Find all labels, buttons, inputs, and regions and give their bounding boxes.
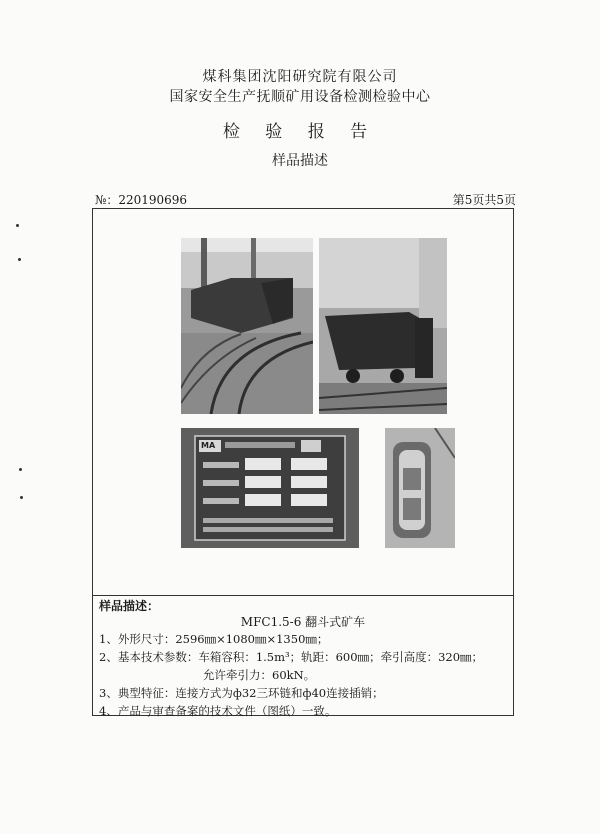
spec-traction-force: 允许牵引力：60kN。 <box>203 668 316 682</box>
photo-minecart-side <box>319 238 447 414</box>
scan-speck <box>18 258 21 261</box>
scan-speck <box>16 224 19 227</box>
photo-coupling-pin <box>385 428 455 548</box>
section-title: 样品描述 <box>272 153 328 169</box>
center-name: 国家安全生产抚顺矿用设备检测检验中心 <box>169 89 431 105</box>
sample-frame <box>92 208 514 716</box>
scan-speck <box>20 496 23 499</box>
org-name: 煤科集团沈阳研究院有限公司 <box>202 69 398 85</box>
report-number: №：220190696 <box>95 193 188 207</box>
photo-minecart-track <box>181 238 313 414</box>
photo-nameplate <box>181 428 359 548</box>
scan-speck <box>19 468 22 471</box>
description-label: 样品描述： <box>99 599 160 613</box>
nameplate-badge: MA <box>201 441 216 450</box>
section-divider <box>93 595 513 596</box>
spec-conformity: 4、产品与审查备案的技术文件（图纸）一致。 <box>99 704 337 718</box>
product-model: MFC1.5-6 翻斗式矿车 <box>240 615 366 629</box>
report-title: 检 验 报 告 <box>222 122 378 142</box>
spec-dimensions: 1、外形尺寸：2596㎜×1080㎜×1350㎜； <box>99 632 329 646</box>
spec-parameters: 2、基本技术参数：车箱容积：1.5m³；轨距：600㎜；牵引高度：320㎜； <box>99 650 484 664</box>
spec-features: 3、典型特征：连接方式为ф32三环链和ф40连接插销； <box>99 686 384 700</box>
page-info: 第5页共5页 <box>452 193 516 207</box>
